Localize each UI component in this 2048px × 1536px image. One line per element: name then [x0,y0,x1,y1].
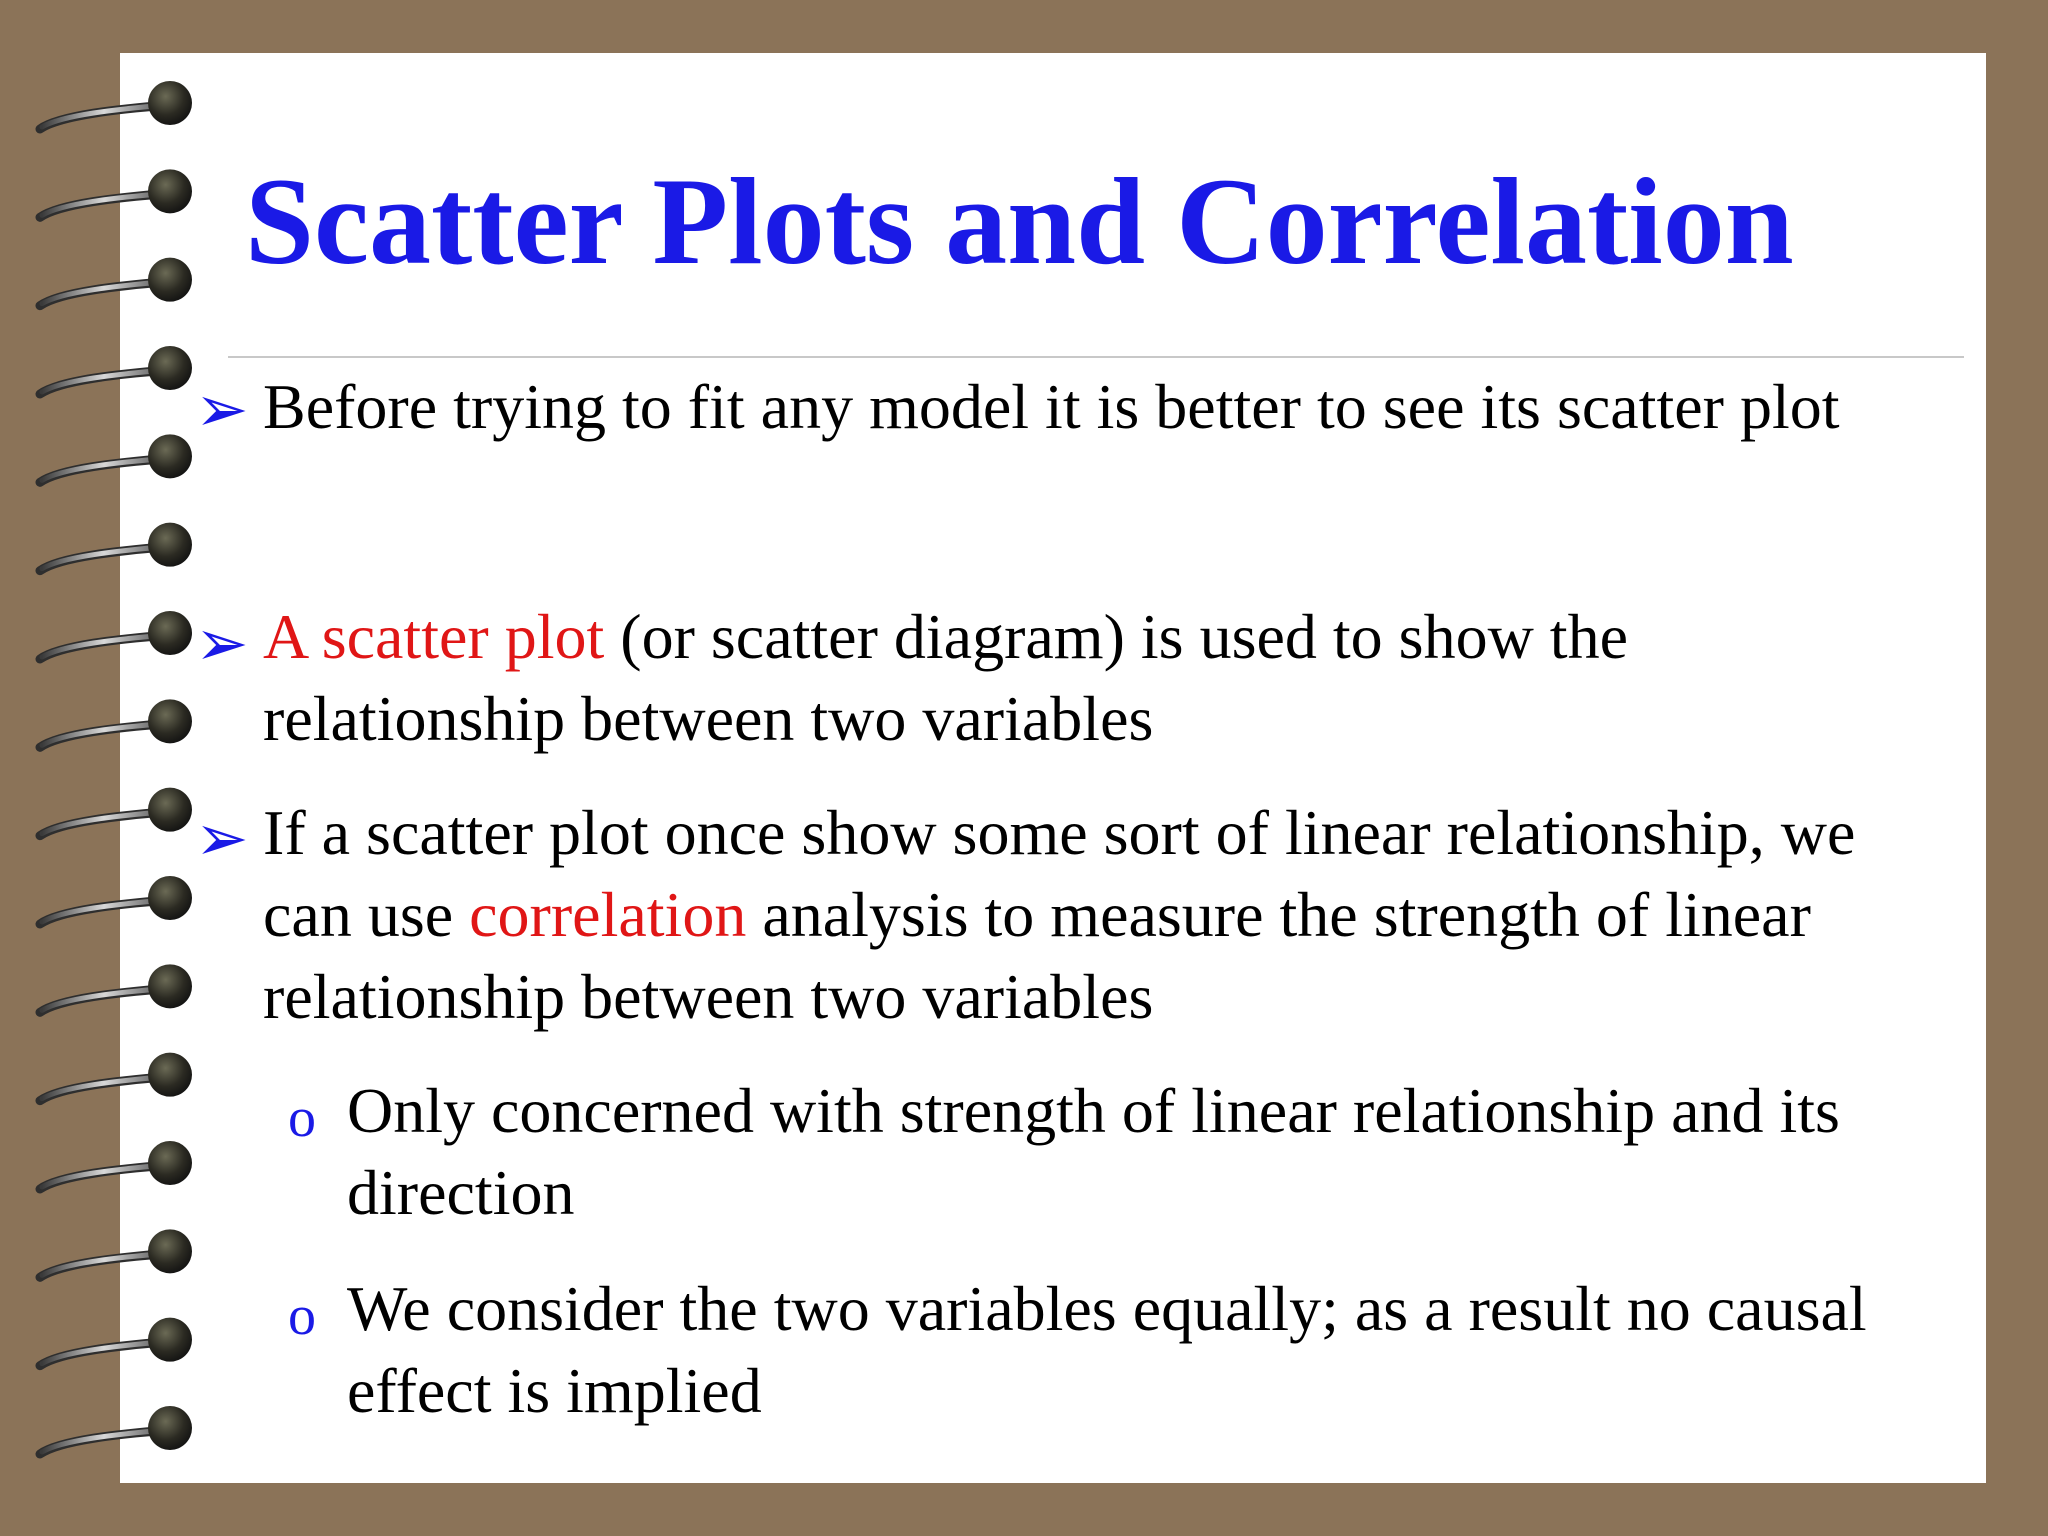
bullet-3-line2-end: analysis to measure the strength of linear [746,879,1811,950]
sub-bullet-2-line1: We consider the two variables equally; as a result no causal [347,1273,1867,1344]
bullet-3-line1: If a scatter plot once show some sort of linear relationship, we [263,797,1856,868]
spiral-ring [40,81,192,129]
bullet-2-line2: relationship between two variables [263,683,1154,754]
spiral-ring [40,523,192,571]
spiral-ring [40,1406,192,1454]
spiral-ring [40,1229,192,1277]
spiral-ring [40,1318,192,1366]
bullet-arrow-icon: ➢ [195,608,249,679]
spiral-ring [40,1053,192,1101]
bullet-3-line2-start: can use [263,879,470,950]
sub-bullet-1-text [347,1070,1840,1234]
spiral-ring [40,258,192,306]
bullet-3-text [263,792,1855,1038]
title-divider [228,356,1964,358]
spiral-ring [40,964,192,1012]
sub-bullet-1-line2: direction [347,1157,575,1228]
slide-title: Scatter Plots and Correlation [245,153,1794,290]
spiral-ring [40,876,192,924]
spiral-binding [0,0,230,1536]
sub-bullet-circle-icon: o [288,1285,316,1347]
spiral-ring [40,611,192,659]
bullet-3-line3: relationship between two variables [263,961,1154,1032]
bullet-arrow-icon: ➢ [195,803,249,874]
highlight-scatter-plot: A scatter plot [263,601,605,672]
spiral-ring [40,169,192,217]
sub-bullet-1-line1: Only concerned with strength of linear relationship and its [347,1075,1840,1146]
spiral-ring [40,699,192,747]
bullet-arrow-icon: ➢ [195,374,249,445]
spiral-ring [40,346,192,394]
spiral-ring [40,788,192,836]
highlight-correlation: correlation [469,879,747,950]
bullet-2-text [263,596,1628,760]
spiral-ring [40,1141,192,1189]
sub-bullet-circle-icon: o [288,1087,316,1149]
sub-bullet-2-text [347,1268,1867,1432]
spiral-ring [40,434,192,482]
bullet-2-line1: (or scatter diagram) is used to show the [604,601,1628,672]
bullet-1-text: Before trying to fit any model it is better to see its scatter plot [263,371,1840,442]
sub-bullet-2-line2: effect is implied [347,1355,762,1426]
